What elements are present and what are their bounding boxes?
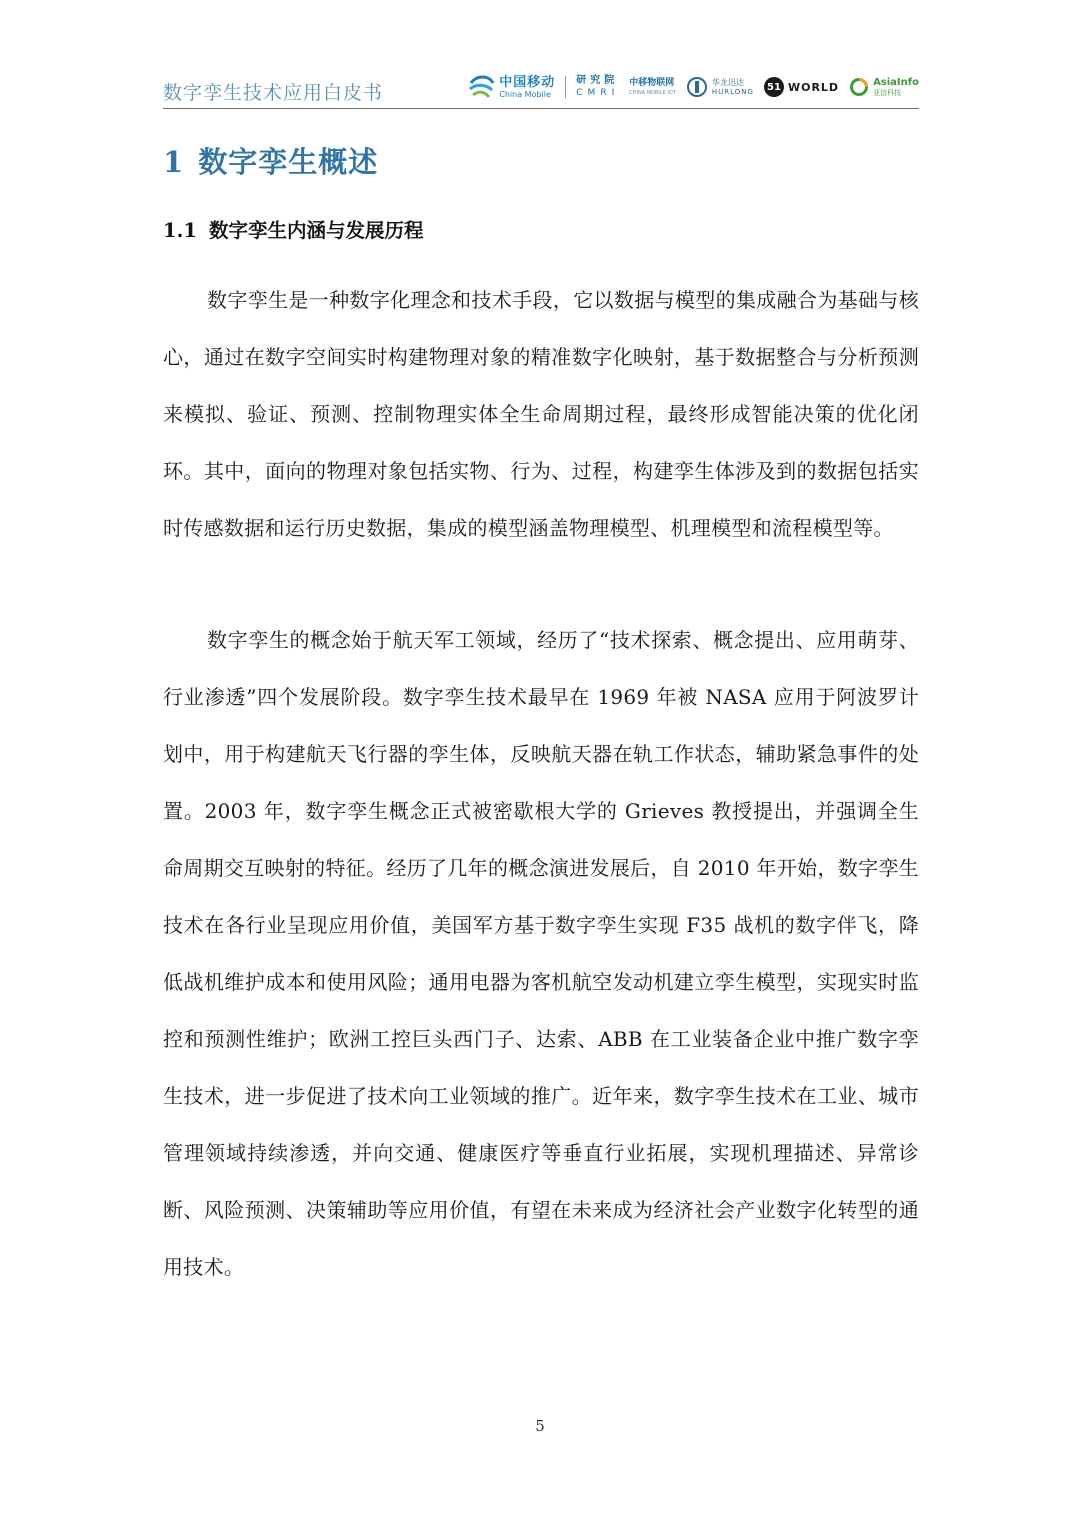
body-paragraph-2: 数字孪生的概念始于航天军工领域，经历了“技术探索、概念提出、应用萌芽、行业渗透”四个发展阶段。数字孪生技术最早在 1969 年被 NASA 应用于阿波罗计划中，用于构建航天飞行器的孪生体，反映航天器在轨工作状态，辅助紧急事件的处置。2003 年，数字孪生概念正式被密歇根大学的 Grieves 教授提出，并强调全生命周期交互映射的特征。经历了几年的概念演进发展后，自 2010 年开始，数字孪生技术在各行业呈现应用价值，美国军方基于数字孪生实现 F35 战机的数字伴飞，降低战机维护成本和使用风险；通用电器为客机航空发动机建立孪生模型，实现实时监控和预测性维护；欧洲工控巨头西门子、达索、ABB 在工业装备企业中推广数字孪生技术，进一步促进了技术向工业领域的推广。近年来，数字孪生技术在工业、城市管理领域持续渗透，并向交通、健康医疗等垂直行业拓展，实现机理描述、异常诊断、风险预测、决策辅助等应用价值，有望在未来成为经济社会产业数字化转型的通用技术。 [163, 628, 919, 1279]
cmri-logo [576, 76, 619, 98]
51world-badge: 51 [764, 77, 784, 97]
asiainfo-en: AsiaInfo [873, 76, 919, 88]
iot-en: CHINA MOBILE IOT [629, 89, 676, 96]
cmri-zh: 研究院 [576, 75, 619, 86]
china-mobile-en: China Mobile [499, 89, 551, 99]
china-mobile-logo [467, 73, 555, 101]
body-paragraph-1: 数字孪生是一种数字化理念和技术手段，它以数据与模型的集成融合为基础与核心，通过在数字空间实时构建物理对象的精准数字化映射，基于数据整合与分析预测来模拟、验证、预测、控制物理实体全生命周期过程，最终形成智能决策的优化闭环。其中，面向的物理对象包括实物、行为、过程，构建孪生体涉及到的数据包括实时传感数据和运行历史数据，集成的模型涵盖物理模型、机理模型和流程模型等。 [163, 288, 919, 540]
asiainfo-logo [849, 77, 919, 97]
hurlong-zh: 华龙迅达 [711, 77, 744, 87]
section-number: 1 [163, 145, 185, 179]
subsection-heading [163, 215, 423, 243]
china-mobile-icon [467, 73, 495, 101]
51world-logo [764, 77, 839, 97]
section-heading [163, 140, 378, 181]
page-number: 5 [535, 1417, 545, 1435]
hurlong-logo [686, 76, 754, 98]
subsection-title: 数字孪生内涵与发展历程 [208, 219, 424, 242]
iot-zh: 中移物联网 [629, 77, 675, 88]
51world-text: WORLD [787, 80, 840, 94]
subsection-number: 1.1 [163, 219, 197, 242]
page-header [163, 66, 919, 108]
hurlong-icon [686, 76, 708, 98]
hurlong-en: HURLONG [711, 87, 754, 96]
cmri-en: CMRI [576, 88, 620, 98]
asiainfo-zh: 亚信科技 [873, 88, 902, 97]
header-title: 数字孪生技术应用白皮书 [163, 82, 384, 104]
asiainfo-icon [849, 77, 869, 97]
iot-logo [629, 79, 676, 96]
section-title: 数字孪生概述 [198, 145, 379, 179]
logo-divider [565, 76, 566, 98]
partner-logos [467, 70, 919, 104]
header-rule [163, 108, 919, 109]
china-mobile-zh: 中国移动 [499, 74, 556, 90]
